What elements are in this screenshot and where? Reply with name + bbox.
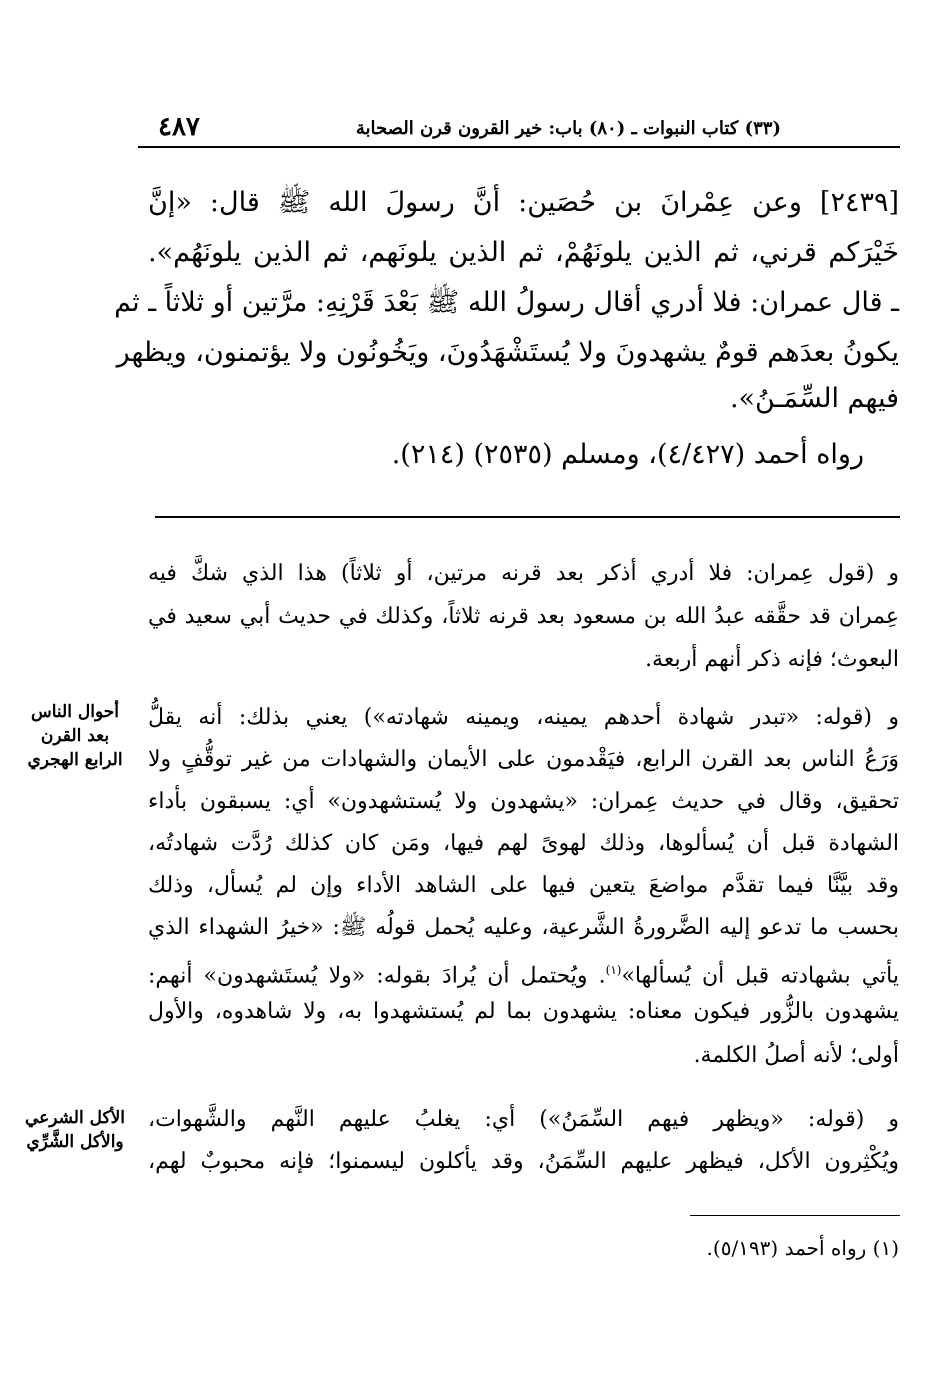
commentary-line: البعوث؛ فإنه ذكر أنهم أربعة.: [645, 647, 899, 672]
commentary-line-part: يأتي بشهادته قبل أن يُسألها»: [621, 963, 899, 989]
margin-note-line: أحوال الناس: [31, 702, 119, 722]
margin-note: [2, 700, 148, 772]
commentary-line: ويُكْثِرون الأكل، فيظهر عليهم السِّمَنُ، وقد يأكلون ليسمنوا؛ فإنه محبوبٌ لهم،: [148, 1149, 899, 1174]
page-number: ٤٨٧: [158, 112, 200, 142]
hadith-line: خَيْرَكم قرني، ثم الذين يلونَهُمْ، ثم الذين يلونَهم، ثم الذين يلونَهُم».: [148, 237, 899, 268]
header-rule: [138, 146, 900, 148]
margin-note: [2, 1106, 148, 1154]
commentary-line: وقد بيَّنَّا فيما تقدَّم مواضعَ يتعين فيها على الشاهد الأداء وإن لم يُسأل، وذلك: [148, 873, 899, 898]
hadith-line: [٢٤٣٩] وعن عِمْرانَ بن حُصَين: أنَّ رسولَ الله ﷺ قال: «إنَّ: [148, 187, 899, 218]
margin-note-line: الأكل الشرعي: [24, 1108, 126, 1128]
hadith-source: رواه أحمد (٤/٤٢٧)، ومسلم (٢٥٣٥) (٢١٤).: [391, 439, 864, 470]
margin-note-line: والأكل الشَّرِّي: [26, 1132, 124, 1152]
commentary-line: و (قوله: «تبدر شهادة أحدهم يمينه، ويمينه شهادته») يعني بذلك: أنه يقلُّ: [148, 705, 899, 730]
commentary-line: أولى؛ لأنه أصلُ الكلمة.: [693, 1043, 899, 1068]
commentary-line: الشهادة قبل أن يُسألوها، وذلك لهوىً لهم فيها، ومَن كان كذلك رُدَّت شهادتُه،: [148, 831, 899, 856]
margin-note-line: الرابع الهجري: [27, 750, 123, 770]
commentary-line: تحقيق، وقال في حديث عِمران: «يشهدون ولا يُستشهدون» أي: يسبقون بأداء: [148, 789, 899, 814]
commentary-line-part: . ويُحتمل أن يُرادَ بقوله: «ولا يُستَشهدون» أنهم:: [148, 963, 606, 989]
commentary-line: [148, 950, 899, 996]
margin-note-line: بعد القرن: [40, 726, 110, 746]
commentary-line: بحسب ما تدعو إليه الضَّرورةُ الشَّرعية، وعليه يُحمل قولُه ﷺ: «خيرُ الشهداء الذي: [148, 915, 899, 940]
hadith-line: فيهم السِّمَـنُ».: [729, 383, 899, 414]
footnote-marker: (١): [605, 963, 622, 977]
footnote: (١) رواه أحمد (٥/١٩٣).: [706, 1236, 899, 1260]
commentary-line: يشهدون بالزُّور فيكون معناه: يشهدون بما لم يُستشهدوا به، ولا شاهدوه، والأول: [148, 999, 899, 1024]
commentary-line: و (قول عِمران: فلا أدري أذكر بعد قرنه مرتين، أو ثلاثاً) هذا الذي شكَّ فيه: [148, 561, 899, 586]
commentary-line: عِمران قد حقَّقه عبدُ الله بن مسعود بعد قرنه ثلاثاً، وكذلك في حديث أبي سعيد في: [148, 604, 899, 629]
footnote-divider: [690, 1215, 900, 1216]
hadith-line: يكونُ بعدَهم قومٌ يشهدونَ ولا يُستَشْهَدُونَ، ويَخُونُون ولا يؤتمنون، ويظهر: [116, 337, 899, 368]
section-divider: [155, 516, 900, 518]
commentary-line: وَرَعُ الناس بعد القرن الرابع، فيَقْدمون على الأيمان والشهادات من غير توقُّفٍ ولا: [148, 747, 899, 772]
hadith-line: ـ قال عمران: فلا أدري أقال رسولُ الله ﷺ بَعْدَ قَرْنِهِ: مرَّتين أو ثلاثاً ـ ثم: [114, 287, 899, 318]
running-header-title: (٣٣) كتاب النبوات ـ (٨٠) باب: خير القرون قرن الصحابة: [355, 118, 781, 139]
commentary-line: و (قوله: «ويظهر فيهم السِّمَنُ») أي: يغلبُ عليهم النَّهم والشَّهوات،: [148, 1107, 899, 1132]
